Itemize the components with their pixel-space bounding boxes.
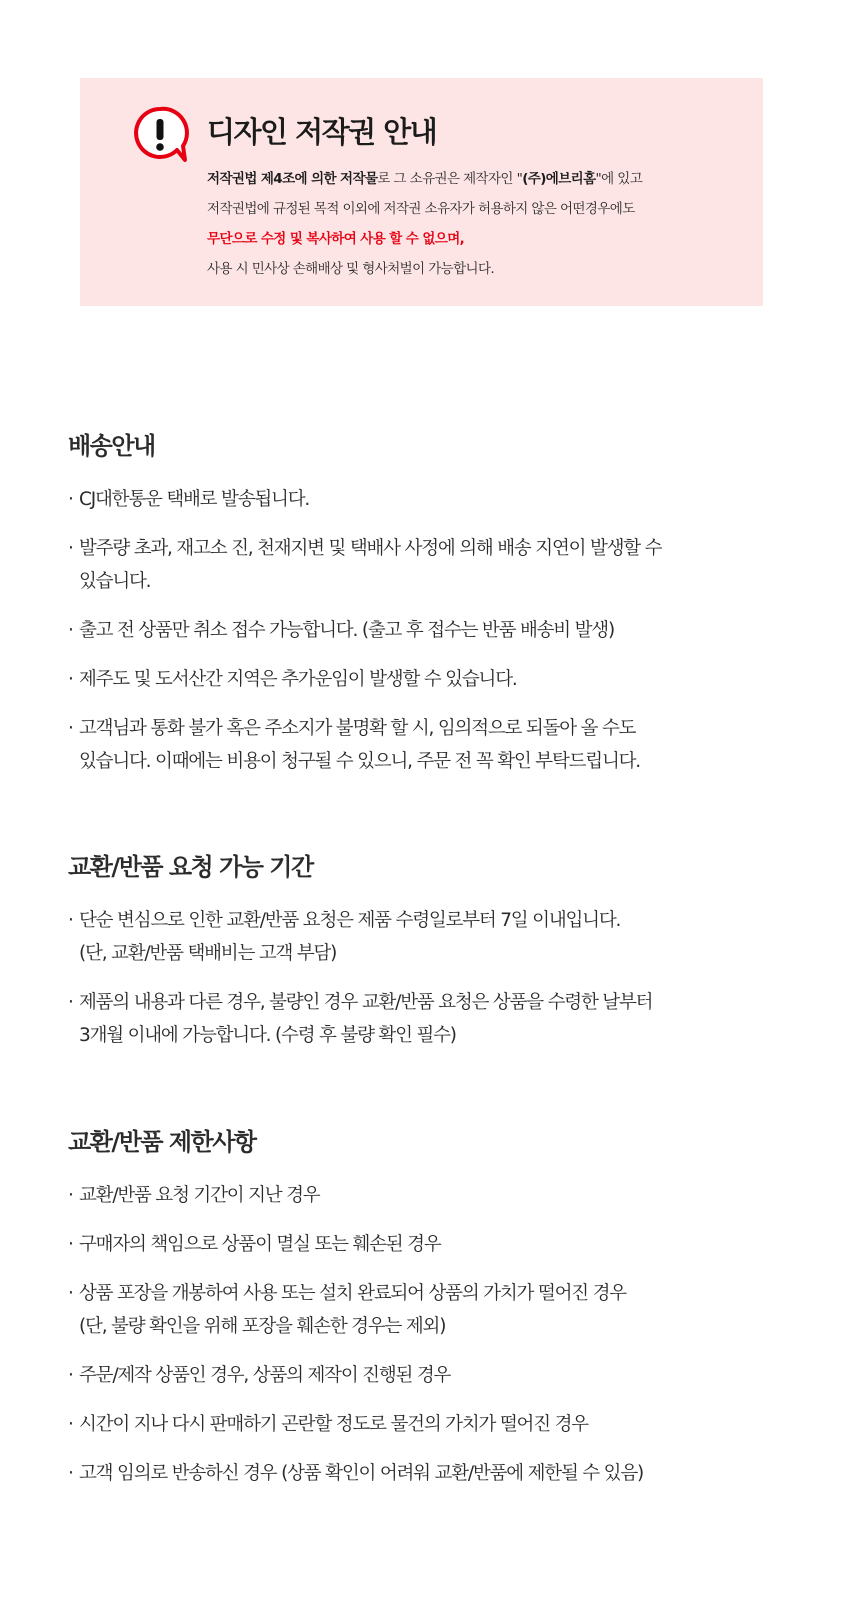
list-item: [68, 663, 788, 696]
list-item-line: (단, 불량 확인을 위해 포장을 훼손한 경우는 제외): [79, 1316, 446, 1337]
list-item: [68, 904, 788, 970]
list-item-line: · 고객님과 통화 불가 혹은 주소지가 불명확 할 시, 임의적으로 되돌아 올 수도: [79, 718, 636, 739]
exchange-limits-list: [68, 1179, 788, 1490]
exclamation-speech-bubble-icon: [130, 104, 190, 164]
list-item: [68, 1179, 788, 1212]
list-item: [68, 1359, 788, 1392]
notice-text: 로 그 소유권은 제작자인 ": [377, 171, 523, 187]
exchange-period-section: [68, 847, 788, 1068]
list-item-line: 있습니다. 이때에는 비용이 청구될 수 있으니, 주문 전 꼭 확인 부탁드립니다.: [79, 751, 640, 772]
copyright-notice-box: [80, 78, 763, 306]
notice-bold-company: (주)에브리홈: [522, 171, 596, 187]
notice-body: [207, 164, 752, 284]
list-item: [68, 614, 788, 647]
notice-line-4: 사용 시 민사상 손해배상 및 형사처벌이 가능합니다.: [207, 261, 495, 277]
list-item: [68, 986, 788, 1052]
list-item-line: · 제품의 내용과 다른 경우, 불량인 경우 교환/반품 요청은 상품을 수령한 날부터: [79, 992, 653, 1013]
notice-bold-law: 저작권법 제4조에 의한 저작물: [207, 171, 378, 187]
list-item: [68, 1228, 788, 1261]
list-item-line: · 단순 변심으로 인한 교환/반품 요청은 제품 수령일로부터 7일 이내입니다.: [79, 910, 621, 931]
list-item: [68, 1277, 788, 1343]
list-item-line: 있습니다.: [79, 571, 151, 592]
shipping-section: [68, 426, 788, 794]
notice-line-2: 저작권법에 규정된 목적 이외에 저작권 소유자가 허용하지 않은 어떤경우에도: [207, 201, 635, 217]
list-item: [68, 483, 788, 516]
list-item-line: · 발주량 초과, 재고소 진, 천재지변 및 택배사 사정에 의해 배송 지연이 발생할 수: [79, 538, 662, 559]
notice-warning-line: 무단으로 수정 및 복사하여 사용 할 수 없으며,: [207, 231, 465, 247]
section-title: 교환/반품 요청 가능 기간: [68, 853, 313, 881]
notice-text: "에 있고: [595, 171, 643, 187]
list-item-line: · 상품 포장을 개봉하여 사용 또는 설치 완료되어 상품의 가치가 떨어진 경우: [79, 1283, 626, 1304]
list-item-line: · 출고 전 상품만 취소 접수 가능합니다. (출고 후 접수는 반품 배송비 발생): [79, 620, 614, 641]
list-item: [68, 1408, 788, 1441]
exchange-limits-section: [68, 1122, 788, 1506]
list-item-line: · 교환/반품 요청 기간이 지난 경우: [79, 1185, 320, 1206]
list-item-line: · 주문/제작 상품인 경우, 상품의 제작이 진행된 경우: [79, 1365, 451, 1386]
shipping-list: [68, 483, 788, 778]
section-title: 교환/반품 제한사항: [68, 1128, 256, 1156]
list-item-line: 3개월 이내에 가능합니다. (수령 후 불량 확인 필수): [79, 1025, 456, 1046]
list-item-line: · CJ대한통운 택배로 발송됩니다.: [79, 489, 310, 510]
section-title: 배송안내: [68, 432, 155, 460]
list-item: [68, 712, 788, 778]
notice-title: 디자인 저작권 안내: [207, 115, 437, 149]
exchange-period-list: [68, 904, 788, 1052]
list-item-line: · 고객 임의로 반송하신 경우 (상품 확인이 어려워 교환/반품에 제한될 수 있음): [79, 1463, 644, 1484]
list-item-line: · 제주도 및 도서산간 지역은 추가운임이 발생할 수 있습니다.: [79, 669, 517, 690]
list-item-line: · 시간이 지나 다시 판매하기 곤란할 정도로 물건의 가치가 떨어진 경우: [79, 1414, 588, 1435]
list-item: [68, 1457, 788, 1490]
list-item-line: (단, 교환/반품 택배비는 고객 부담): [79, 943, 337, 964]
list-item-line: · 구매자의 책임으로 상품이 멸실 또는 훼손된 경우: [79, 1234, 441, 1255]
list-item: [68, 532, 788, 598]
notice-line-1: [207, 164, 752, 194]
